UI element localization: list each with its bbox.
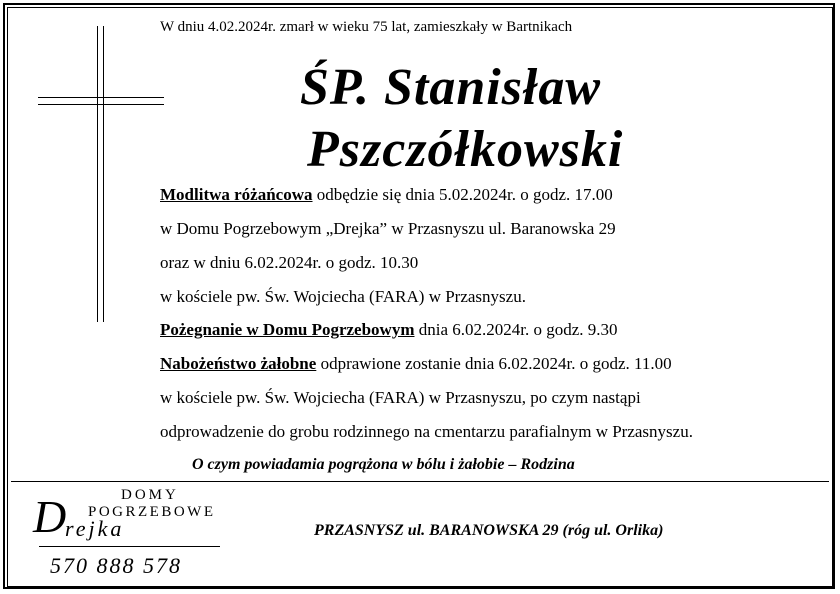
logo-domy-text: DOMY [121,487,179,503]
burial-line: odprowadzenie do grobu rodzinnego na cmentarzu parafialnym w Przasnyszu. [160,422,693,441]
deceased-name-first: ŚP. Stanisław [300,59,602,116]
logo-initial: D [33,491,67,542]
cross-vertical-bar [103,26,105,322]
logo-rule [39,546,220,547]
farewell-details: dnia 6.02.2024r. o godz. 9.30 [414,320,618,339]
cross-horizontal-bar [38,97,164,98]
logo-pogrzebowe-text: POGRZEBOWE [88,504,216,520]
family-closing: O czym powiadamia pogrążona w bólu i żałobie – Rodzina [192,456,575,473]
logo-phone: 570 888 578 [50,553,182,578]
service-line [160,355,672,372]
service-details: odprawione zostanie dnia 6.02.2024r. o godz. 11.00 [316,354,672,373]
cross-vertical-bar [97,26,99,322]
rosary-details: odbędzie się dnia 5.02.2024r. o godz. 17.00 [312,185,613,204]
cross-horizontal-bar [38,104,164,105]
service-church-line: w kościele pw. Św. Wojciecha (FARA) w Przasnyszu, po czym nastąpi [160,388,641,407]
deceased-name-last: Pszczółkowski [307,121,624,178]
funeral-home-address: PRZASNYSZ ul. BARANOWSKA 29 (róg ul. Orlika) [314,522,664,539]
logo-name-text: rejka [65,516,125,541]
farewell-label: Pożegnanie w Domu Pogrzebowym [160,320,415,339]
rosary-line [160,186,613,203]
funeral-home-logo [16,484,236,584]
farewell-line [160,321,618,338]
second-rosary-line: oraz w dniu 6.02.2024r. o godz. 10.30 [160,253,419,272]
church-line: w kościele pw. Św. Wojciecha (FARA) w Przasnyszu. [160,287,526,306]
death-notice-intro: W dniu 4.02.2024r. zmarł w wieku 75 lat, zamieszkały w Bartnikach [160,19,573,35]
funeral-home-line: w Domu Pogrzebowym „Drejka” w Przasnyszu ul. Baranowska 29 [160,219,616,238]
rosary-label: Modlitwa różańcowa [160,185,313,204]
footer-divider [11,481,829,482]
service-label: Nabożeństwo żałobne [160,354,317,373]
